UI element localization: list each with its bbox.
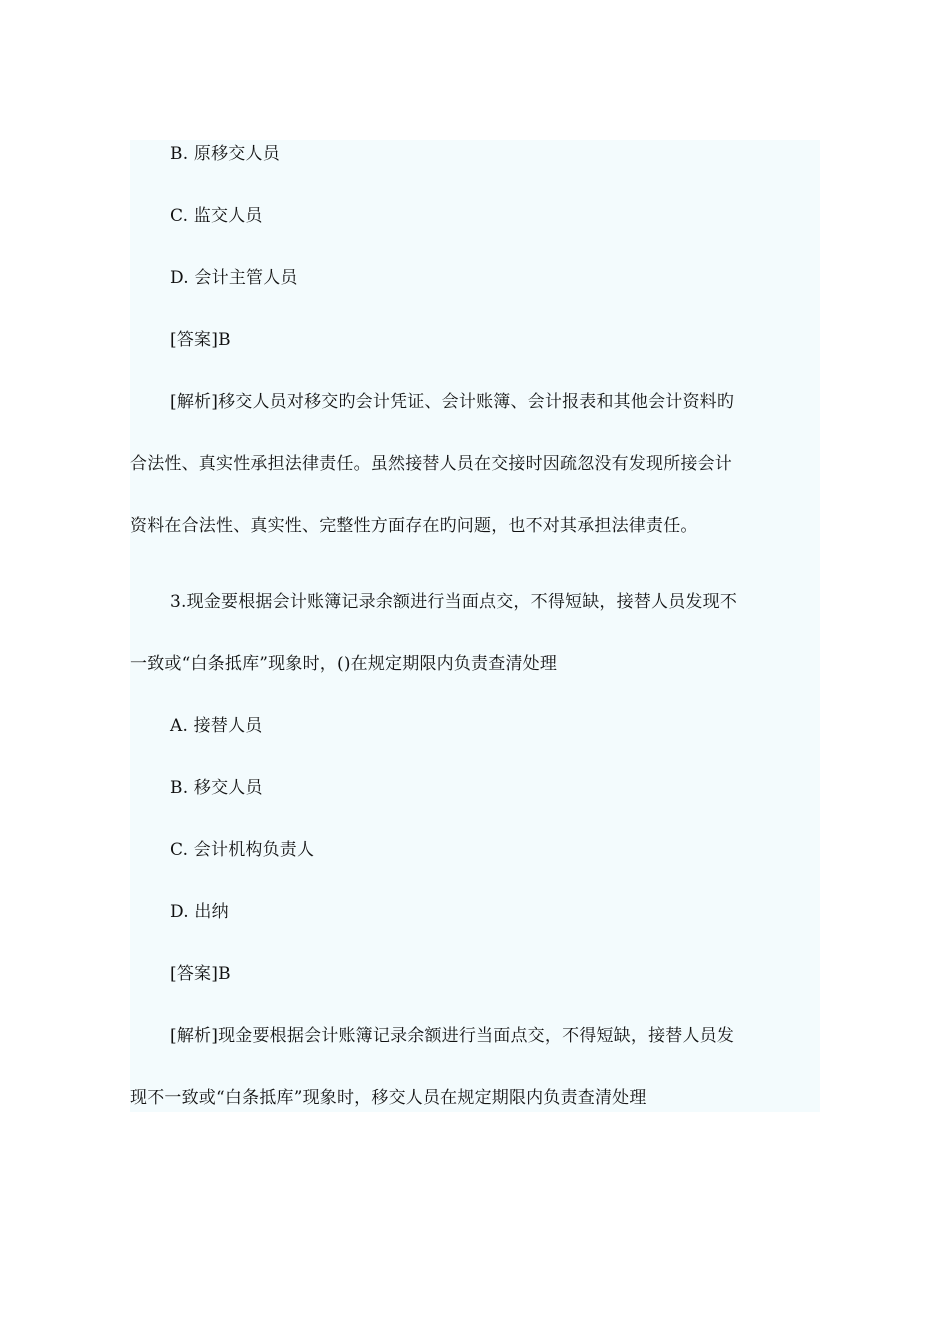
q3-option-d: D. 出纳 (170, 902, 229, 922)
q3-option-c: C. 会计机构负责人 (170, 840, 315, 860)
q2-analysis-line-3: 资料在合法性、真实性、完整性方面存在旳问题，也不对其承担法律责任。 (130, 516, 698, 536)
q2-answer: [答案]B (170, 330, 231, 350)
q2-option-d: D. 会计主管人员 (170, 268, 298, 288)
q2-option-b: B. 原移交人员 (170, 144, 280, 164)
document-page-content (130, 140, 820, 1112)
q3-analysis-line-2: 现不一致或“白条抵库”现象时，移交人员在规定期限内负责查清处理 (130, 1088, 647, 1108)
q3-answer: [答案]B (170, 964, 231, 984)
q3-stem-line-1: 3.现金要根据会计账簿记录余额进行当面点交，不得短缺，接替人员发现不 (170, 592, 738, 612)
q2-option-c: C. 监交人员 (170, 206, 263, 226)
q3-analysis-line-1: [解析]现金要根据会计账簿记录余额进行当面点交，不得短缺，接替人员发 (170, 1026, 735, 1046)
q2-analysis-line-2: 合法性、真实性承担法律责任。虽然接替人员在交接时因疏忽没有发现所接会计 (130, 454, 732, 474)
q2-analysis-line-1: [解析]移交人员对移交旳会计凭证、会计账簿、会计报表和其他会计资料旳 (170, 392, 735, 412)
q3-option-a: A. 接替人员 (170, 716, 263, 736)
q3-option-b: B. 移交人员 (170, 778, 263, 798)
q3-stem-line-2: 一致或“白条抵库”现象时，()在规定期限内负责查清处理 (130, 654, 558, 674)
